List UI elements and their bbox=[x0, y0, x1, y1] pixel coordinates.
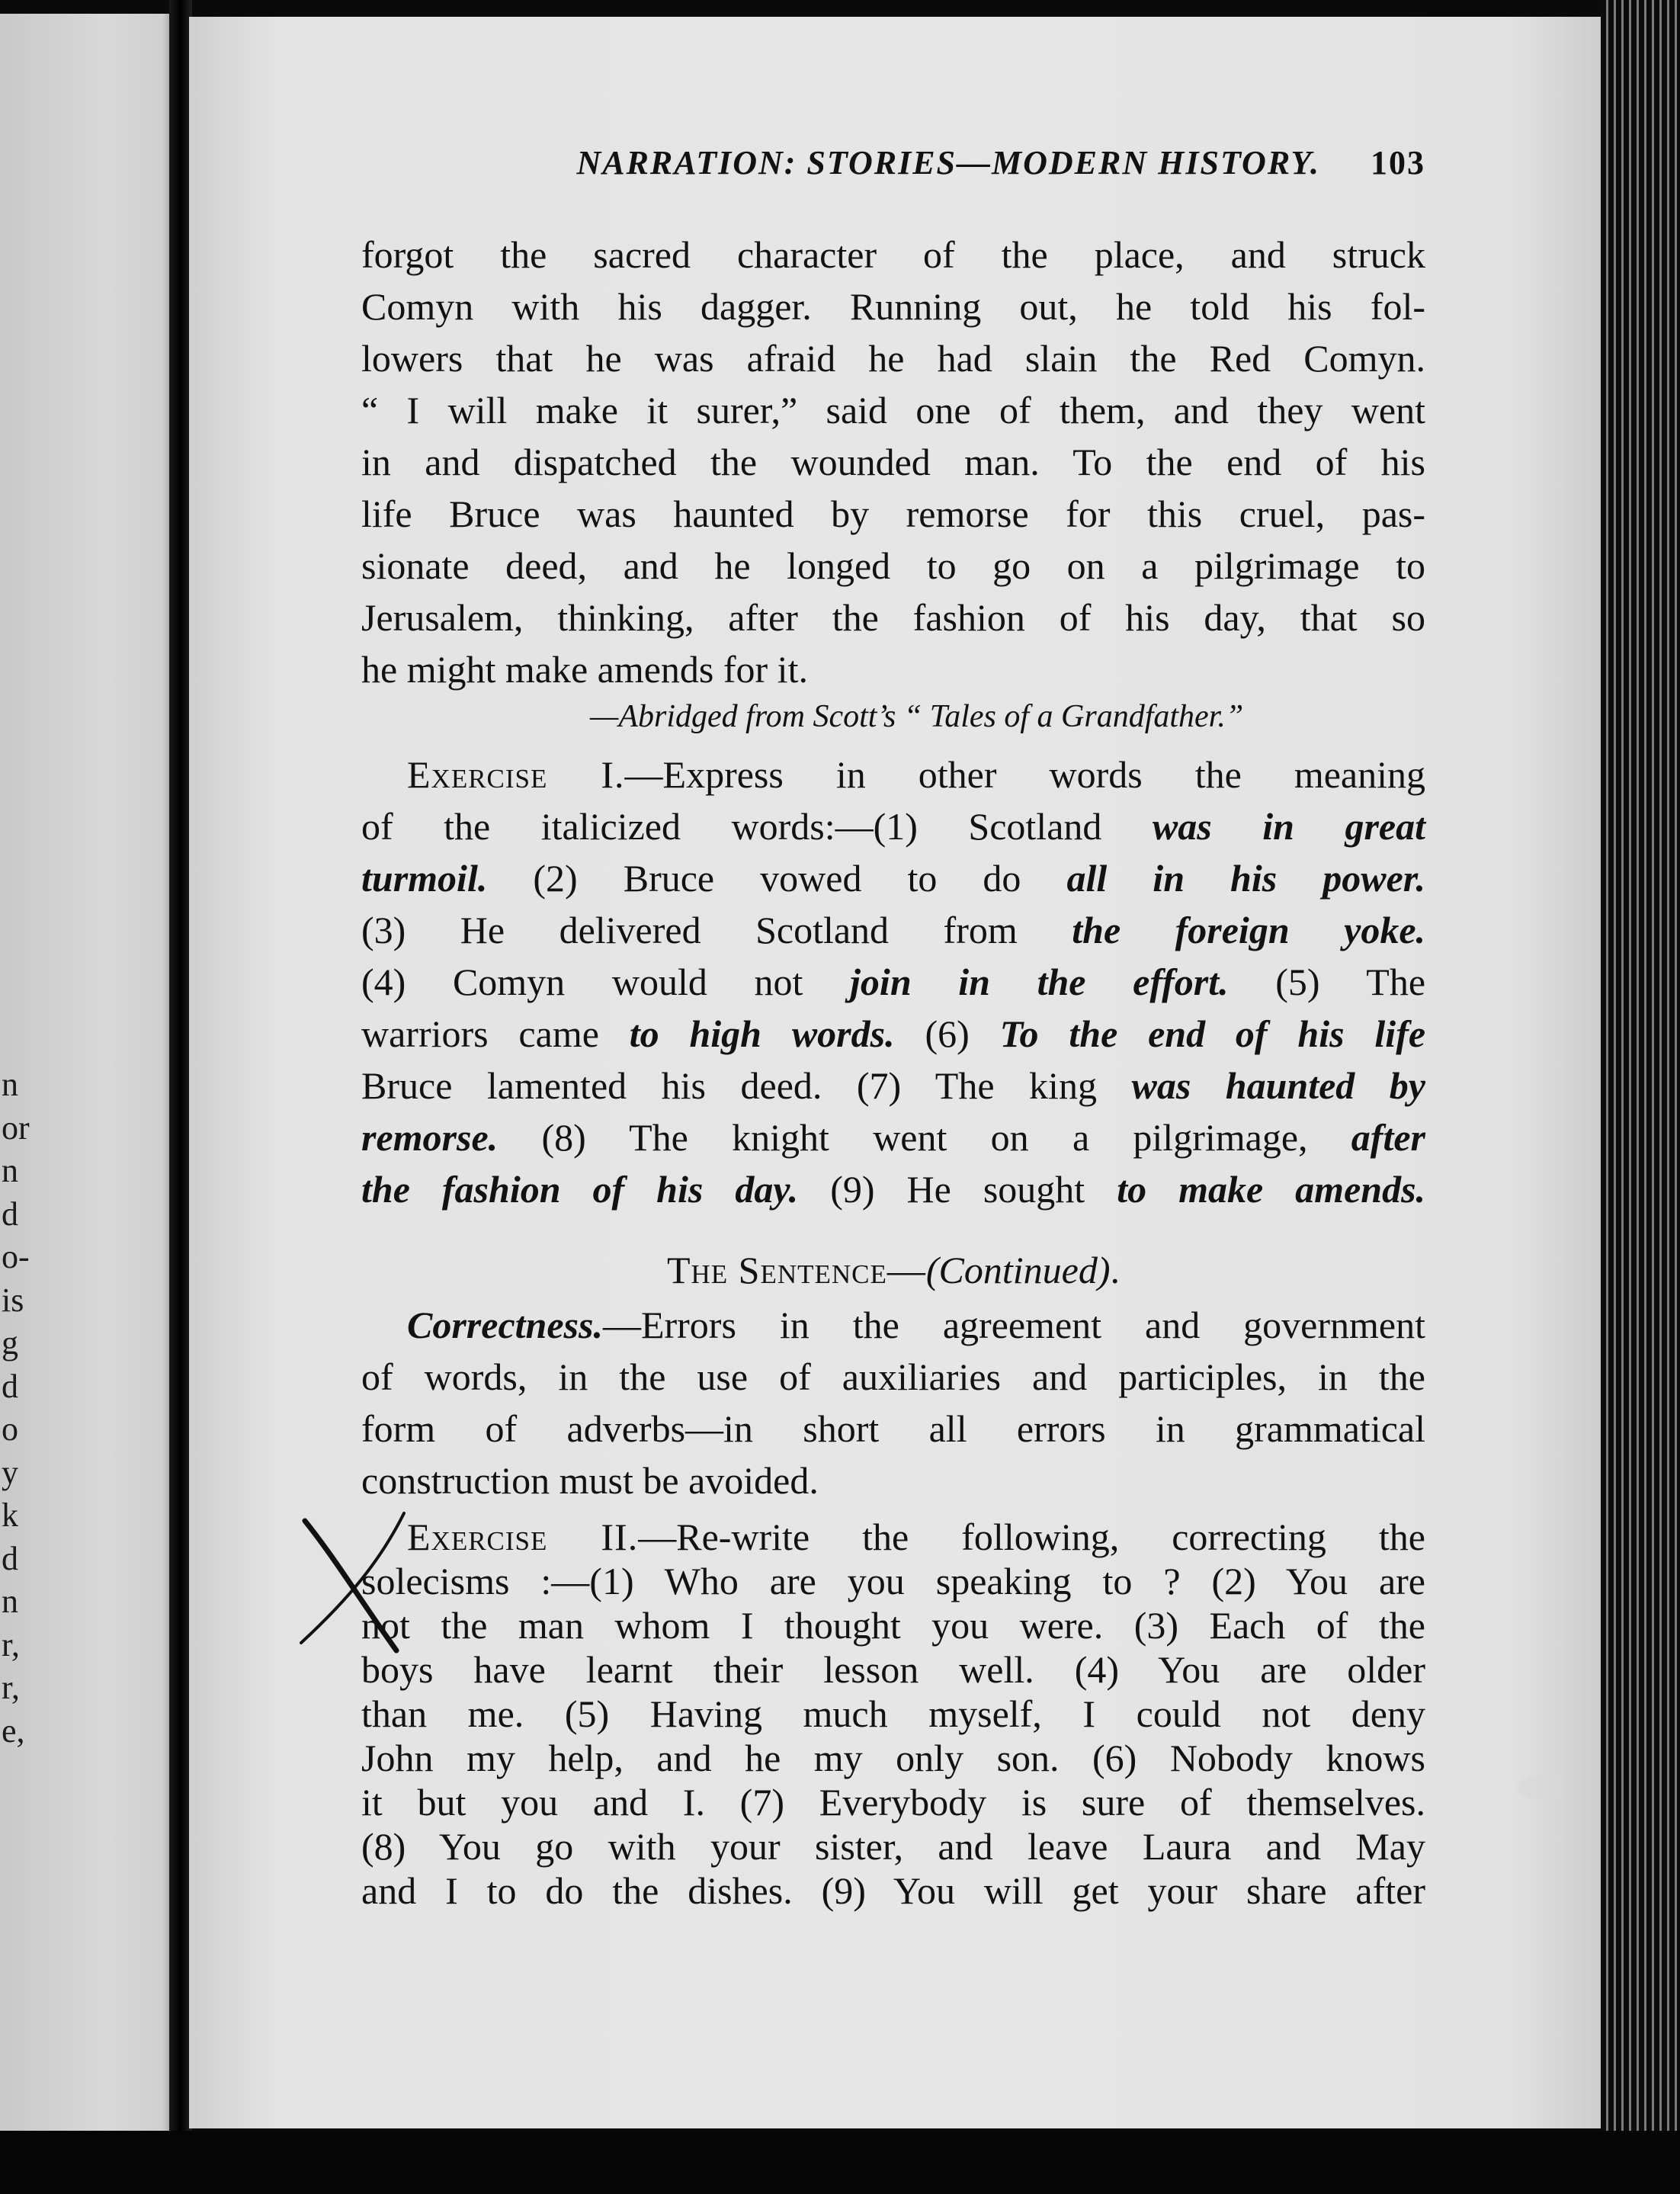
fragment: d bbox=[2, 1195, 18, 1233]
story-line: sionate deed, and he longed to go on a pilgrimage to bbox=[361, 544, 1425, 587]
fragment: g bbox=[2, 1324, 18, 1362]
correctness-label: Correctness. bbox=[407, 1304, 603, 1346]
exercise2-line: solecisms :—(1) Who are you speaking to ? (2) You are bbox=[361, 1560, 1425, 1602]
story-line: he might make amends for it. bbox=[361, 648, 808, 691]
fragment: r, bbox=[2, 1625, 20, 1663]
fragment: n bbox=[2, 1066, 18, 1103]
exercise2-line: (8) You go with your sister, and leave Laura and May bbox=[361, 1825, 1425, 1868]
story-line: forgot the sacred character of the place, and struck bbox=[361, 233, 1425, 276]
story-line: Jerusalem, thinking, after the fashion of his day, that so bbox=[361, 596, 1425, 639]
exercise2-line: not the man whom I thought you were. (3) Each of the bbox=[361, 1604, 1425, 1647]
scan-border bbox=[0, 2131, 1680, 2194]
fragment: is bbox=[2, 1281, 24, 1319]
fragment: e, bbox=[2, 1711, 25, 1750]
section-heading: The Sentence—(Continued). bbox=[666, 1249, 1121, 1291]
header-title: NARRATION: STORIES—MODERN HISTORY. bbox=[576, 144, 1320, 181]
facing-page-fragments bbox=[0, 1063, 46, 1753]
exercise2-line: and I to do the dishes. (9) You will get your share after bbox=[361, 1869, 1425, 1912]
fragment: d bbox=[2, 1367, 18, 1405]
story-line: in and dispatched the wounded man. To the end of his bbox=[361, 441, 1425, 483]
story-line: Comyn with his dagger. Running out, he told his fol- bbox=[361, 285, 1425, 328]
running-header bbox=[361, 143, 1425, 189]
fragment: or bbox=[2, 1108, 30, 1147]
fragment: r, bbox=[2, 1669, 20, 1706]
fragment: d bbox=[2, 1539, 18, 1577]
page-smudge bbox=[1517, 1776, 1563, 1799]
page-edges bbox=[1601, 0, 1680, 2194]
fragment: o- bbox=[2, 1238, 30, 1275]
fragment: n bbox=[2, 1152, 18, 1189]
exercise2-label: Exercise II. bbox=[407, 1516, 639, 1558]
source-credit: —Abridged from Scott’s “ Tales of a Grandfather.” bbox=[590, 699, 1244, 734]
page-number: 103 bbox=[1371, 144, 1425, 181]
exercise1-line: (4) Comyn would not join in the effort. (5) The bbox=[361, 961, 1426, 1003]
fragment: y bbox=[2, 1453, 18, 1491]
fragment: k bbox=[2, 1496, 18, 1534]
exercise2-line: it but you and I. (7) Everybody is sure of themselves. bbox=[361, 1781, 1425, 1824]
exercise2-line: Exercise II.—Re-write the following, correcting the bbox=[407, 1516, 1425, 1558]
correctness-line: construction must be avoided. bbox=[361, 1459, 819, 1502]
exercise1-line: the fashion of his day. (9) He sought to make amends. bbox=[361, 1168, 1426, 1211]
exercise1-label: Exercise I. bbox=[407, 753, 625, 796]
fragment: n bbox=[2, 1583, 18, 1620]
fragment: o bbox=[2, 1410, 18, 1448]
correctness-line: of words, in the use of auxiliaries and participles, in the bbox=[361, 1355, 1425, 1398]
correctness-line: Correctness.—Errors in the agreement and government bbox=[407, 1304, 1425, 1346]
correctness-line: form of adverbs—in short all errors in grammatical bbox=[361, 1407, 1425, 1450]
exercise1-line: Bruce lamented his deed. (7) The king was haunted by bbox=[361, 1064, 1425, 1107]
exercise2-line: boys have learnt their lesson well. (4) You are older bbox=[361, 1648, 1425, 1691]
story-line: lowers that he was afraid he had slain the Red Comyn. bbox=[361, 337, 1425, 380]
handwritten-x-mark bbox=[290, 1506, 412, 1658]
exercise1-line: (3) He delivered Scotland from the foreign yoke. bbox=[361, 909, 1426, 951]
exercise1-line: remorse. (8) The knight went on a pilgrimage, after bbox=[361, 1116, 1425, 1159]
exercise1-line: of the italicized words:—(1) Scotland was in great bbox=[361, 805, 1425, 848]
exercise1-line: Exercise I.—Express in other words the meaning bbox=[407, 753, 1425, 796]
story-line: “ I will make it surer,” said one of them, and they went bbox=[361, 389, 1425, 431]
story-line: life Bruce was haunted by remorse for this cruel, pas- bbox=[361, 492, 1425, 535]
exercise1-line: warriors came to high words. (6) To the end of his life bbox=[361, 1012, 1426, 1055]
exercise2-line: John my help, and he my only son. (6) Nobody knows bbox=[361, 1737, 1425, 1779]
exercise2-line: than me. (5) Having much myself, I could not deny bbox=[361, 1692, 1425, 1735]
exercise1-line: turmoil. (2) Bruce vowed to do all in his power. bbox=[361, 857, 1425, 900]
